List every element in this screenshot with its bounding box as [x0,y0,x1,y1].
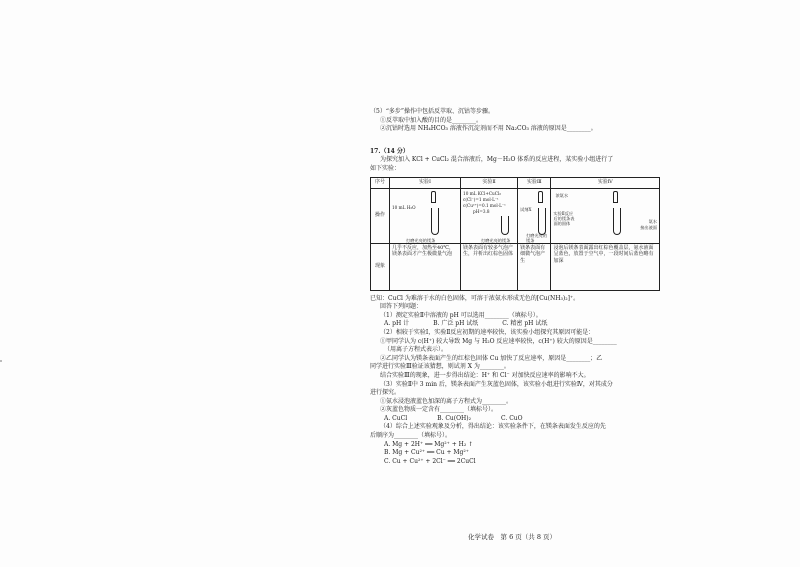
op1-bottom: 打磨光亮的镁条 [406,237,436,243]
op2-label: c(Cl⁻)=1 mol·L⁻¹ [463,196,499,202]
question-content [370,108,670,466]
op2-label: c(Cu²⁺)=0.1 mol·L⁻¹ [463,202,506,208]
q4-option-a: A. Mg + 2H⁺ ══ Mg²⁺ + H₂ ↑ [384,440,474,448]
op-cell-2 [461,188,518,243]
q3: （3）实验Ⅱ中 3 min 后，镁条表面产生灰蓝色固体，该实验小组进行实验Ⅳ，对其成分 [380,380,613,388]
q17-intro2: 如下实验： [370,164,401,172]
test-tube-icon [501,216,509,235]
part5-line2: ①反萃取中加入酸的目的是________。 [380,116,483,124]
dropper-icon [538,191,543,203]
op2-bottom: 打磨光亮的镁条 [481,237,511,243]
obs-label: 现象 [371,243,390,290]
q3-cont: 进行探究。 [370,389,401,397]
scan-dot [0,360,2,362]
test-tube-icon [613,208,621,235]
op3-label: 试剂X [520,206,532,212]
q2a: ①甲同学认为 c(H⁺) 较大导致 Mg 与 H₂O 反应速率较快，c(H⁺) 较大的原因是________ [380,337,617,345]
dropper-icon [431,191,436,203]
q1: （1）测定实验Ⅱ中溶液的 pH 可以选用________（填标号）。 [380,311,542,319]
table-header: 实验Ⅱ [461,177,518,188]
op2-label: 10 mL KCl+CuCl₂ [463,190,501,196]
dropper-icon [613,191,618,203]
table-header: 实验Ⅳ [551,177,660,188]
op4-label: 氨水 [648,218,657,224]
op-cell-3 [518,188,551,243]
q2: （2）相较于实验Ⅰ，实验Ⅱ反应初期的速率较快，该实验小组探究其原因可能是： [380,328,595,336]
q2b: ②乙同学认为镁条表面产生的红棕色固体 Cu 加快了反应速率，原因是________；乙 [380,354,603,362]
q3a: ①氨水浸泡液蓝色加深的离子方程式为________。 [380,397,513,405]
known-info: 已知：CuCl 为难溶于水的白色固体，可溶于浓氨水形成无色的[Cu(NH₃)₂]⁺。 [370,294,580,302]
op-label: 操作 [371,188,390,243]
experiment-table [370,177,660,291]
q3-options: A. CuCl B. Cu(OH)₂ C. CuO [384,414,523,422]
op2-label: pH=3.8 [473,208,490,214]
table-header-row [371,177,660,188]
op3-bottom: 打磨光亮的镁条 [526,232,548,243]
obs-cell: 几乎不反应，加热至40℃，镁条表面才产生极微量气泡 [390,243,461,290]
q2c: 结合实验Ⅲ的现象，进一步得出结论：H⁺ 和 Cl⁻ 对加快反应速率的影响不大。 [380,371,590,379]
op4-label: 浓氨水 [555,192,569,198]
part5-line3: ②沉钴时选用 NH₄HCO₃ 溶液作沉淀剂而不用 Na₂CO₃ 溶液的原因是________。 [380,125,597,133]
table-header: 序号 [371,177,390,188]
op4-label: 接出液面 [640,224,657,230]
q17-title: 17.（14 分） [370,147,409,155]
part5-line1: （5）“多步”操作中包括反萃取、沉钴等步骤。 [370,108,494,115]
op-cell-4 [551,188,660,243]
table-op-row [371,188,660,243]
q1-options: A. pH 计 B. 广泛 pH 试纸 C. 精密 pH 试纸 [384,320,548,328]
table-header: 实验Ⅰ [390,177,461,188]
table-obs-row [371,243,660,290]
test-tube-icon [431,208,439,235]
q2b-cont: 同学进行实验Ⅲ验证该猜想，则试剂 X 为________。 [370,363,510,371]
op1-label: 10 mL H₂O [392,204,416,210]
page-footer: 化学试卷 第 6 页（共 8 页） [468,533,557,541]
q4-cont: 后顺序为________（填标号）。 [370,432,452,440]
obs-cell: 镁条表面有较多气泡产生，并析出红棕色固体 [461,243,518,290]
obs-cell: 浸泡后镁条表面露出红棕色覆盖层，氨水液面呈蓝色，放置于空气中，一段时间后蓝色略有加深 [551,243,660,290]
answer-prompt: 回答下列问题： [380,303,423,311]
q4-option-c: C. Cu + Cu²⁺ + 2Cl⁻ ══ 2CuCl [384,457,476,465]
test-tube-icon [538,208,546,235]
obs-cell: 镁条表面有细微气泡产生 [518,243,551,290]
table-header: 实验Ⅲ [518,177,551,188]
q3c: ②灰蓝色物质一定含有________（填标号）。 [380,406,498,414]
q4-option-b: B. Mg + Cu²⁺ ══ Cu + Mg²⁺ [384,449,469,457]
op4-label: 实验Ⅱ反应后的镁条表面的固体 [553,210,575,226]
q17-intro1: 为探究加入 KCl + CuCl₂ 混合溶液后，Mg－H₂O 体系的反应进程，某实验小组进行了 [380,156,614,164]
q4: （4）综合上述实验观象及分析，得出结论：该实验条件下，在镁条表面发生反应的先 [380,423,606,431]
q2a-cont: （用离子方程式表示）。 [384,346,448,354]
op-cell-1 [390,188,461,243]
